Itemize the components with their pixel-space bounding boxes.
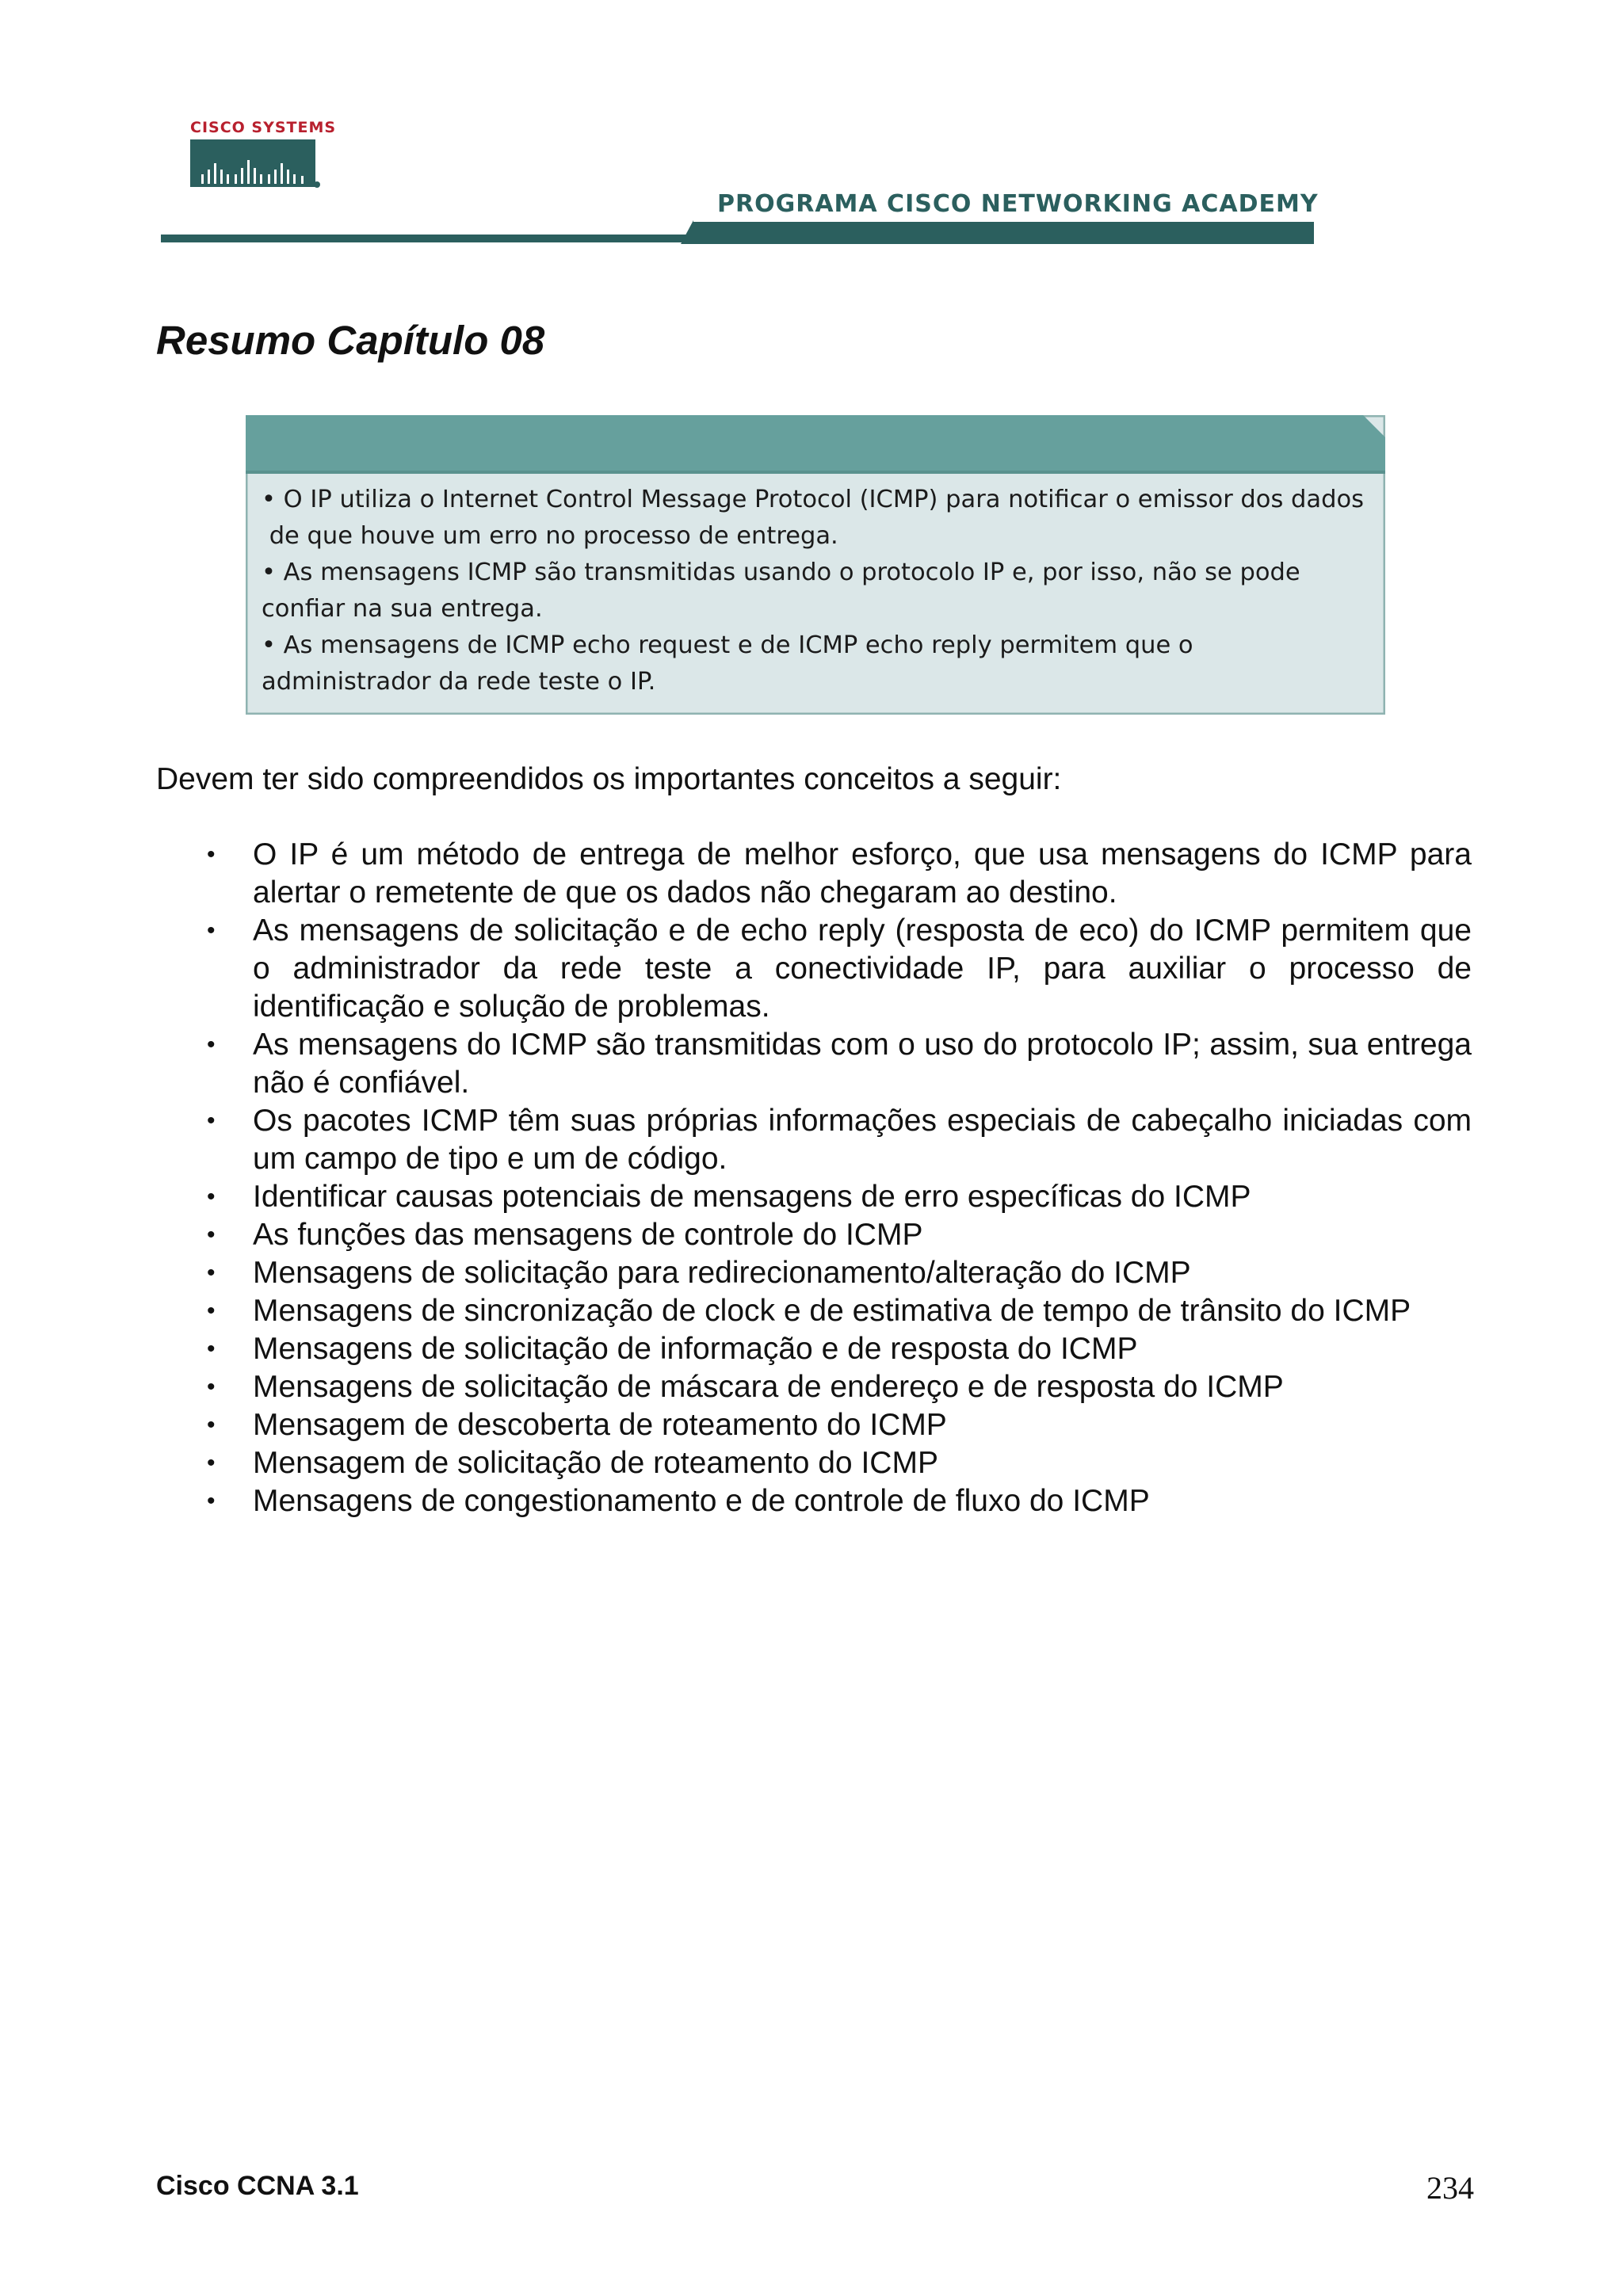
bullet-icon: • [207,1374,216,1400]
bullet-icon: • [207,1108,216,1134]
list-item-text: Mensagens de solicitação de informação e de resposta do ICMP [253,1332,1138,1366]
cisco-systems-logo [190,119,337,190]
list-item [156,1368,1472,1406]
footer-course-name: Cisco CCNA 3.1 [156,2171,359,2201]
intro-text: Devem ter sido compreendidos os importantes conceitos a seguir: [156,762,1062,796]
list-item [156,836,1472,912]
list-item-text: As mensagens do ICMP são transmitidas com o uso do protocolo IP; assim, sua entrega não é confiável. [253,1028,1472,1100]
list-item-text: As funções das mensagens de controle do ICMP [253,1218,923,1252]
concept-list [156,836,1472,1520]
bullet-icon: • [207,917,216,944]
bullet-icon: • [207,1184,216,1210]
list-item-text: Os pacotes ICMP têm suas próprias informações especiais de cabeçalho iniciadas com um campo de tipo e um de código. [253,1104,1472,1176]
list-item [156,1216,1472,1254]
list-item-text: Mensagens de solicitação para redirecionamento/alteração do ICMP [253,1256,1191,1290]
list-item [156,1178,1472,1216]
bullet-icon: • [207,841,216,868]
bullet-icon: • [207,1298,216,1324]
summary-line: • O IP utiliza o Internet Control Message Protocol (ICMP) para notificar o emissor dos dados [262,486,1364,513]
page-title: Resumo Capítulo 08 [156,318,545,363]
bullet-icon: • [207,1488,216,1514]
list-item [156,1406,1472,1444]
summary-text [262,482,1371,700]
summary-line: administrador da rede teste o IP. [262,668,656,696]
list-item [156,1026,1472,1102]
summary-line: confiar na sua entrega. [262,595,543,623]
list-item-text: As mensagens de solicitação e de echo reply (resposta de eco) do ICMP permitem que o administrador da rede teste a conectividade IP, para auxiliar o processo de identificação e solução de problemas. [253,913,1472,1024]
summary-line: • As mensagens de ICMP echo request e de ICMP echo reply permitem que o [262,631,1193,659]
cisco-bridge-bars-icon [190,139,321,189]
bullet-icon: • [207,1222,216,1248]
list-item [156,1444,1472,1482]
list-item [156,1102,1472,1178]
bullet-icon: • [207,1336,216,1362]
page-number: 234 [1426,2170,1474,2206]
bullet-icon: • [207,1450,216,1476]
list-item [156,1482,1472,1520]
summary-line: • As mensagens ICMP são transmitidas usando o protocolo IP e, por isso, não se pode [262,559,1300,586]
list-item-text: Identificar causas potenciais de mensagens de erro específicas do ICMP [253,1180,1251,1214]
list-item-text: Mensagens de solicitação de máscara de endereço e de resposta do ICMP [253,1370,1284,1404]
bullet-icon: • [207,1032,216,1058]
list-item-text: Mensagem de solicitação de roteamento do ICMP [253,1446,938,1480]
summary-line: de que houve um erro no processo de entrega. [262,522,838,550]
list-item-text: Mensagem de descoberta de roteamento do ICMP [253,1408,947,1442]
list-item-text: Mensagens de congestionamento e de controle de fluxo do ICMP [253,1484,1150,1518]
list-item [156,1330,1472,1368]
list-item-text: O IP é um método de entrega de melhor esforço, que usa mensagens do ICMP para alertar o remetente de que os dados não chegaram ao destino. [253,837,1472,910]
summary-paragraph [262,482,1371,555]
summary-paragraph [262,555,1371,627]
list-item [156,912,1472,1026]
cisco-logo-text: CISCO SYSTEMS [190,119,337,136]
academy-title: PROGRAMA CISCO NETWORKING ACADEMY [717,190,1319,218]
summary-box [246,415,1385,715]
list-item [156,1254,1472,1292]
bullet-icon: • [207,1412,216,1438]
bullet-icon: • [207,1260,216,1286]
list-item-text: Mensagens de sincronização de clock e de estimativa de tempo de trânsito do ICMP [253,1294,1411,1328]
summary-paragraph [262,627,1371,700]
list-item [156,1292,1472,1330]
